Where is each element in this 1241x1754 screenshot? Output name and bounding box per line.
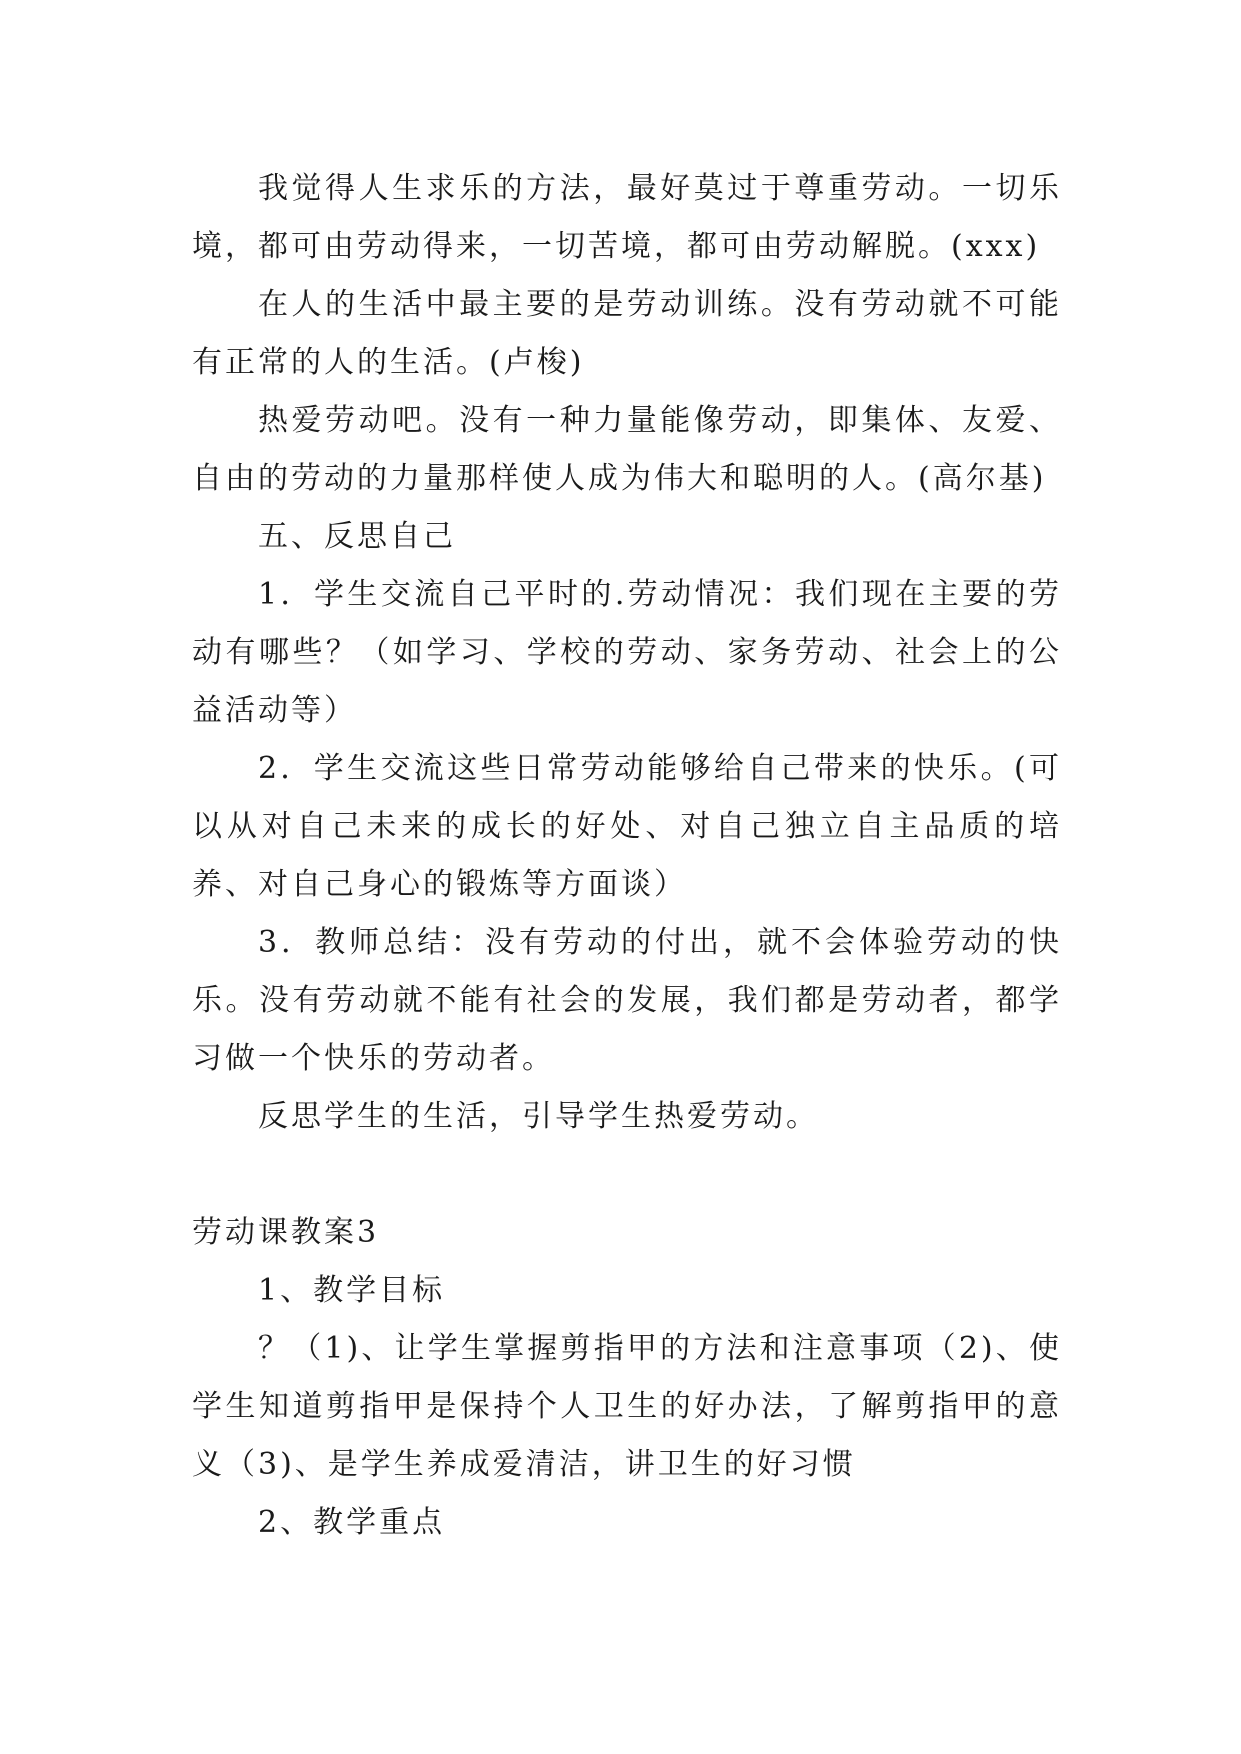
section-title: 劳动课教案3 xyxy=(192,1215,380,1250)
subheading-teaching-focus: 2、教学重点 xyxy=(258,1505,446,1540)
paragraph-summary: 反思学生的生活，引导学生热爱劳动。 xyxy=(258,1099,819,1134)
section-heading-reflect: 五、反思自己 xyxy=(258,519,456,554)
paragraph-item-2: 2．学生交流这些日常劳动能够给自己带来的快乐。(可以从对自己未来的成长的好处、对自己独立自主品质的培养、对自己身心的锻炼等方面谈） xyxy=(192,751,1062,902)
paragraph-gap xyxy=(192,1146,1062,1204)
paragraph-quote-3: 热爱劳动吧。没有一种力量能像劳动，即集体、友爱、自由的劳动的力量那样使人成为伟大和聪明的人。(高尔基) xyxy=(192,403,1062,496)
paragraph-quote-1: 我觉得人生求乐的方法，最好莫过于尊重劳动。一切乐境，都可由劳动得来，一切苦境，都可由劳动解脱。(xxx) xyxy=(192,171,1062,264)
paragraph-quote-2: 在人的生活中最主要的是劳动训练。没有劳动就不可能有正常的人的生活。(卢梭) xyxy=(192,287,1062,380)
paragraph-item-3: 3．教师总结：没有劳动的付出，就不会体验劳动的快乐。没有劳动就不能有社会的发展，我们都是劳动者，都学习做一个快乐的劳动者。 xyxy=(192,925,1062,1076)
paragraph-goals: ？（1)、让学生掌握剪指甲的方法和注意事项（2)、使学生知道剪指甲是保持个人卫生的好办法，了解剪指甲的意义（3)、是学生养成爱清洁，讲卫生的好习惯 xyxy=(192,1331,1062,1482)
document-page xyxy=(192,160,1062,1552)
subheading-teaching-goals: 1、教学目标 xyxy=(258,1273,446,1308)
paragraph-item-1: 1．学生交流自己平时的.劳动情况：我们现在主要的劳动有哪些？（如学习、学校的劳动、家务劳动、社会上的公益活动等） xyxy=(192,577,1062,728)
